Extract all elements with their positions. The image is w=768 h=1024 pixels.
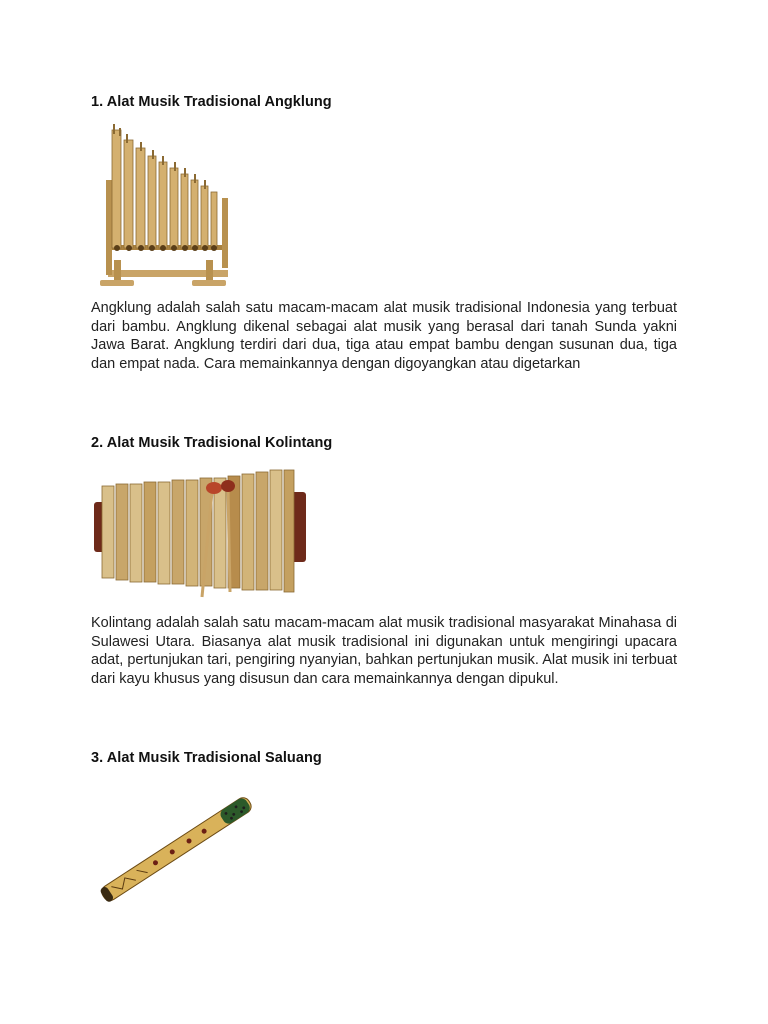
section-paragraph-angklung: Angklung adalah salah satu macam-macam alat musik tradisional Indonesia yang terbuat dari bambu. Angklung dikenal sebagai alat musik yang berasal dari tanah Sunda yakni Jawa Barat. Angklung terdiri dari dua, tiga atau empat bambu dengan susunan dua, tiga dan empat nada. Cara memainkannya dengan digoyangkan atau digetarkan [91, 300, 677, 373]
section-heading-angklung: 1. Alat Musik Tradisional Angklung [91, 94, 332, 110]
section-heading-saluang: 3. Alat Musik Tradisional Saluang [91, 750, 322, 766]
angklung-icon [96, 120, 236, 290]
kolintang-icon [90, 462, 312, 604]
saluang-image [92, 783, 262, 918]
section-heading-kolintang: 2. Alat Musik Tradisional Kolintang [91, 435, 333, 451]
section-paragraph-kolintang: Kolintang adalah salah satu macam-macam alat musik tradisional masyarakat Minahasa di Sulawesi Utara. Biasanya alat musik tradisional ini digunakan untuk mengiringi upacara adat, pertunjukan tari, pengiring nyanyian, bahkan pertunjukan musik. Alat musik ini terbuat dari kayu khusus yang disusun dan cara memainkannya dengan dipukul. [91, 615, 677, 688]
kolintang-image [90, 462, 312, 604]
angklung-image [96, 120, 236, 290]
saluang-icon [92, 783, 262, 918]
